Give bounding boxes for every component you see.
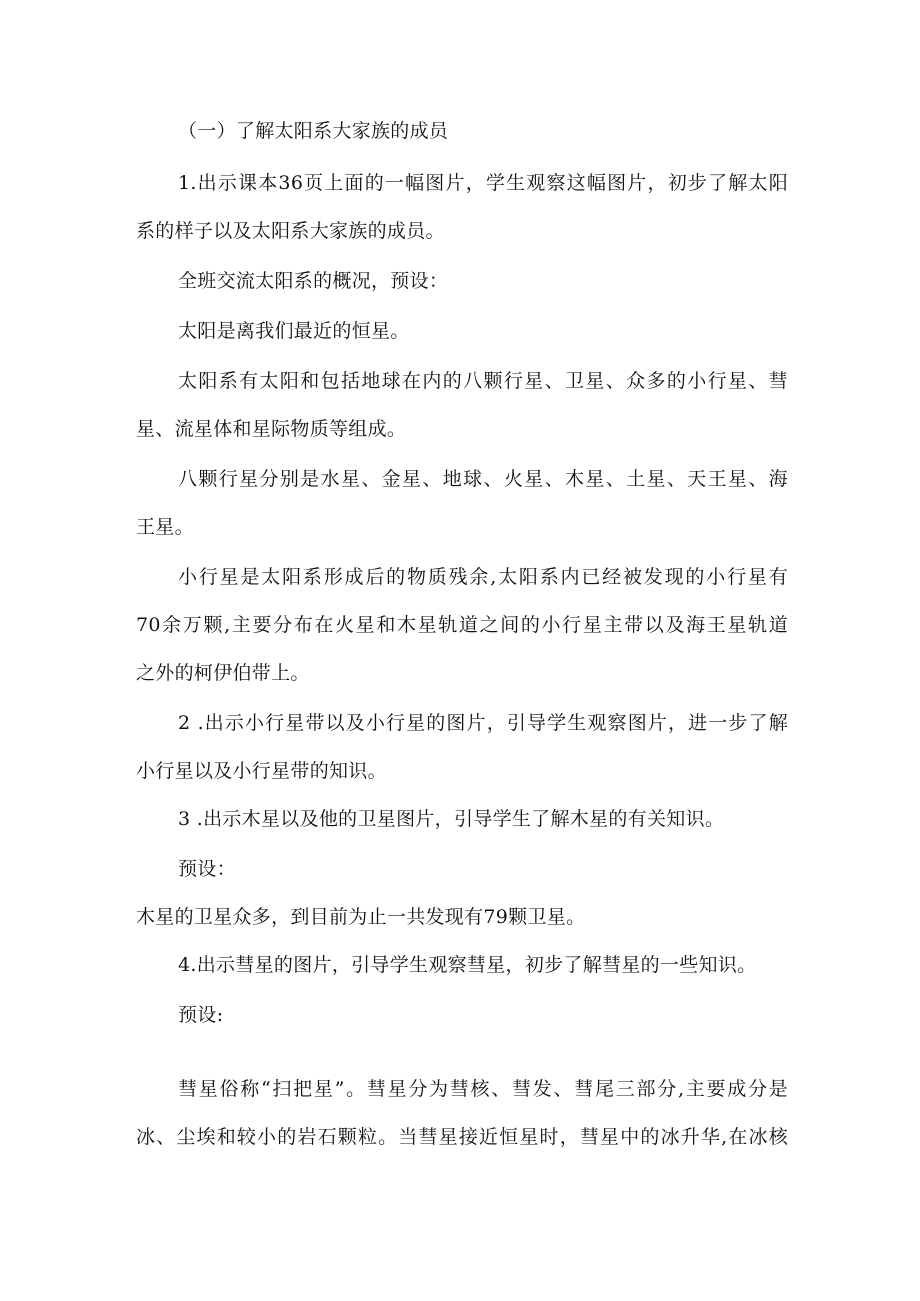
paragraph-line: 预设： (178, 858, 236, 880)
paragraph-line: 70余万颗,主要分布在火星和木星轨道之间的小行星主带以及海王星轨道 (136, 614, 788, 636)
paragraph-line: 1.出示课本36页上面的一幅图片，学生观察这幅图片，初步了解太阳 (178, 172, 788, 194)
section-heading: （一）了解太阳系大家族的成员 (178, 120, 449, 142)
paragraph-line: 八颗行星分别是水星、金星、地球、火星、木星、土星、天王星、海 (178, 468, 788, 490)
paragraph-line: 系的样子以及太阳系大家族的成员。 (136, 220, 445, 242)
paragraph-line: 太阳系有太阳和包括地球在内的八颗行星、卫星、众多的小行星、彗 (178, 370, 788, 392)
paragraph-line: 全班交流太阳系的概况，预设： (178, 270, 449, 292)
paragraph-line: 小行星以及小行星带的知识。 (136, 760, 387, 782)
paragraph-line: 3 .出示木星以及他的卫星图片，引导学生了解木星的有关知识。 (178, 808, 725, 830)
paragraph-line: 冰、尘埃和较小的岩石颗粒。当彗星接近恒星时，彗星中的冰升华,在冰核 (136, 1126, 788, 1148)
paragraph-line: 彗星俗称“扫把星”。彗星分为彗核、彗发、彗尾三部分,主要成分是 (178, 1078, 788, 1100)
paragraph-line: 星、流星体和星际物质等组成。 (136, 418, 407, 440)
paragraph-line: 4.出示彗星的图片，引导学生观察彗星，初步了解彗星的一些知识。 (178, 954, 757, 976)
paragraph-line: 王星。 (136, 516, 194, 538)
paragraph-line: 2 .出示小行星带以及小行星的图片，引导学生观察图片，进一步了解 (178, 712, 788, 734)
paragraph-line: 预设: (178, 1004, 224, 1026)
paragraph-line: 小行星是太阳系形成后的物质残余,太阳系内已经被发现的小行星有 (178, 566, 788, 588)
paragraph-line: 太阳是离我们最近的恒星。 (178, 320, 410, 342)
paragraph-line: 木星的卫星众多，到目前为止一共发现有79颗卫星。 (136, 906, 586, 928)
paragraph-line: 之外的柯伊伯带上。 (136, 662, 310, 684)
